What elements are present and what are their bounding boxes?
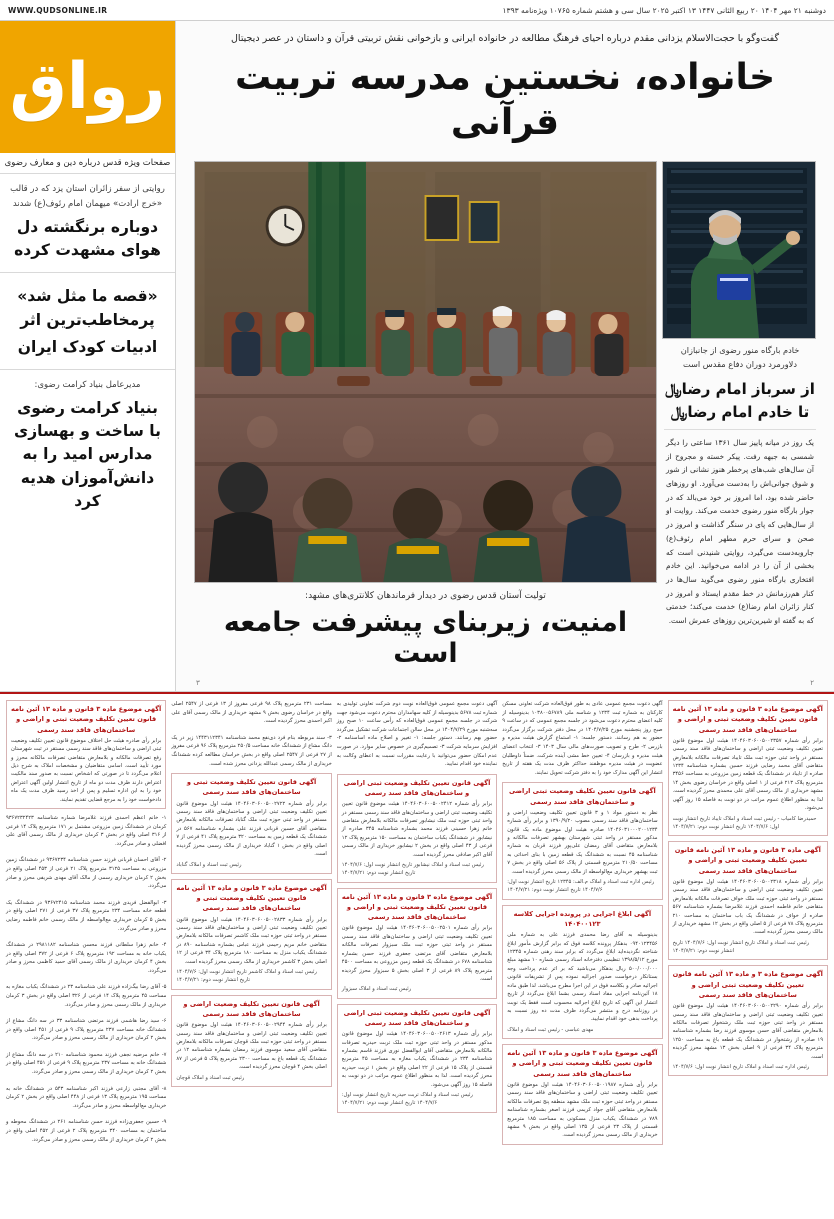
classified-ad-title: آگهی قانون تعیین تکلیف وضعیت ثبتی اراضی و ساختمان‌های فاقد سند رسمی [343,778,491,797]
photo-veteran [662,161,816,339]
classified-paragraph: ۳- سند مربوطه بنام فرد ذی‌نفع محمد شناسنامه ۱۴۴۳۱۱۲۳۴۱ زیر در یک دانگ مشاع از ششدانگ خانه مساحت ۲۵۰/۵ مترمربع پلاک ۹۶ فرعی مفروز از ۲۷ فرعی از ۲۵۴۷ اصلی واقع در بخش خراسان مطالعه کرده ششدانگ خریداری از مالک رسمی عبدالله یزدانی محرز شده است. [171,734,332,767]
classified-ad-signature: رئیس ثبت اسناد و املاک کاشمر تاریخ انتشار نوبت اول: ۱۴۰۴/۷/۶ تاریخ انتشار نوبت دوم: ۱۴۰۴/۷/۲۱ [176,969,317,984]
classified-ad[interactable] [171,995,331,1087]
photo-meeting-caption: تولیت آستان قدس رضوی در دیدار فرماندهان کلانتری‌های مشهد: [305,591,546,602]
page-title: خانواده، نخستین مدرسه تربیت قرآنی [234,57,776,144]
promo-2-subtitle: ادبیات کودک ایران [17,337,158,356]
classified-ad-body: برابر رأی شماره ۱۴۰۴۶۰۳۰۶۰۰۵۰۰۲۴۱۲ هیئت موضوع قانون تعیین تکلیف وضعیت ثبتی اراضی و ساختمان‌های فاقد سند رسمی مستقر در واحد ثبتی حوزه ثبت ملک نیشابور تصرفات مالکانه بلامعارض متقاضی خانم زهرا حسینی فرزند محمد بشماره شناسنامه ۳۴۵ صادره از نیشابور در ششدانگ یکباب ساختمان به مساحت ۱۵۰ مترمربع پلاک ۱۲ فرعی از ۴۳ اصلی واقع در بخش ۲ نیشابور خریداری از مالک رسمی آقای اکبر صادقی محرز گردیده است. [341,801,493,858]
promo-3-kicker: مدیرعامل بنیاد کرامت رضوی: [34,380,141,390]
folio-right: ۳ [196,679,200,688]
media-strip [186,155,824,679]
promo-item-3[interactable] [0,370,175,523]
masthead-logo [0,21,175,153]
dateline: دوشنبه ۲۱ مهر ۱۴۰۴ ۲۰ ربیع الثانی ۱۴۴۷ ۱۳ اکتبر ۲۰۲۵ سال سی و هشتم شماره ۱۰۷۶۵ ویژه‌نامه ۱۳۹۳ [502,5,826,15]
classifieds-column [668,700,828,1215]
classifieds-column [171,700,331,1215]
header-main [176,21,834,691]
classified-ad-signature: رئیس ثبت اسناد و املاک سبزوار [341,986,412,993]
promo-1-kicker: روایتی از سفر زائران استان یزد که در قالب «خرج ارادت» میهمان امام رئوف(ع) شدند [10,184,165,209]
classified-paragraph: ۱- خانم اعظم احمدی فرزند غلامرضا شماره شناسنامه ۹۳۶۷۲۳۲۴۲۳ کرمان در ششدانگ زمین مزروعی مشتمل بر ۱۷۱ مترمربع پلاک ۱۴ فرعی از ۳۱۶ اصلی واقع در بخش ۳ کرمان خریداری از مالک رسمی آقای علی افضلی و صادر می‌گردد. [5,815,167,847]
classified-ad-title: آگهی موضوع ماده ۳ قانون و ماده ۱۳ آئین نامه قانون تعیین تکلیف وضعیت ثبتی و اراضی و ساختمان‌های فاقد سند رسمی [341,892,493,922]
classified-paragraph: ۲- آقای احسان قربانی فرزند حسن شناسنامه ۹۳۶۷۲۳۴ در ششدانگ زمین مزروعی به مساحت ۳۱۲۵ مترمربع پلاک ۲۱ فرعی از ۴۵۳ اصلی واقع در بخش ۲ کرمان خریداری رسمی از مالک آقای مهدی شریفی محرز و صادر می‌گردد. [5,857,167,890]
classified-ad[interactable] [337,774,497,883]
classified-ad[interactable] [668,965,828,1076]
classified-ad-title: آگهی قانون تعیین تکلیف وضعیت ثبتی اراضی و ساختمان‌های فاقد سند رسمی [343,1008,491,1027]
classified-paragraph: ۶- سید رضا هاشمی فرزند مرتضی شناسنامه ۳۳ در سه دانگ مشاع از ششدانگ خانه مساحت ۲۳۷ مترمربع پلاک ۹ فرعی از ۴۵۱ اصلی واقع در بخش ۲ کرمان خریداری از مالک رسمی محرز و صادر می‌گردد. [5,1018,167,1042]
classified-ad-signature: حمیدرضا کامیاب - رئیس ثبت اسناد و املاک تایباد تاریخ انتشار نوبت اول: ۱۴۰۴/۷/۶ تاریخ انتشار نوبت دوم: ۱۴۰۴/۷/۲۱ [672,815,817,830]
classified-ad-title: آگهی قانون تعیین تکلیف وضعیت ثبتی و ساختمان‌های فاقد سند رسمی [186,778,317,797]
classified-ad[interactable] [668,700,828,836]
folio-left: ۲ [810,679,814,688]
classified-ad-title: آگهی ماده ۳ قانون و ماده ۱۳ آئین نامه قانون تعیین تکلیف وضعیت ثبتی و اراضی و ساختمان‌های فاقد سند رسمی [674,846,821,875]
promo-3-title: بنیاد کرامت رضوی با ساخت و بهسازی مدارس امید را به دانش‌آموزان هدیه کرد [14,398,161,510]
promo-item-1[interactable] [0,174,175,273]
classified-ad-signature: رئیس ثبت اسناد و املاک قوچان [176,1074,245,1081]
site-url[interactable]: WWW.QUDSONLINE.IR [8,5,108,15]
classified-ad-body: برابر رأی شماره ۱۴۰۴۶۰۳۰۶۰۰۵۰۰۲۸۳۳ هیئت اول موضوع قانون تعیین تکلیف وضعیت ثبتی اراضی و ساختمان‌های فاقد سند رسمی مستقر در واحد ثبتی حوزه ثبت ملک کاشمر تصرفات مالکانه بلامعارض متقاضی خانم مریم رحیمی فرزند عباس بشماره شناسنامه ۸۹۰ در ششدانگ یکباب منزل به مساحت ۱۸۰ مترمربع پلاک ۳۴ فرعی از ۱۲ اصلی بخش ۳ کاشمر خریداری از مالک رسمی محرز گردیده است. [176,916,327,965]
classified-ad-body: برابر رأی صادره هیئت حل اختلاف موضوع قانون تعیین تکلیف وضعیت ثبتی اراضی و ساختمان‌های فاقد سند رسمی مستقر در ثبت شهرستان رفع تصرفات مالکانه و بلامعارض متقاضی تصرفات مالکانه محرز و مورد تأیید است. اسامی متقاضیان و مشخصات املاک به شرح ذیل اعلام می‌گردد تا در صورتی که اشخاص نسبت به صدور سند مالکیت اعتراض دارند ظرف مدت دو ماه از تاریخ انتشار اولین آگهی اعتراض خود را به این اداره تسلیم و پس از اخذ رسید ظرف مدت یک ماه دادخواست خود را به مرجع قضایی تقدیم نمایند. [10,737,162,803]
classified-ad-signature: رئیس ثبت اسناد و املاک گناباد [176,861,242,868]
header-region [0,21,834,692]
photo-veteran-caption: خادم بارگاه منور رضوی از جانبازان دلاورمرد دوران دفاع مقدس است [680,345,800,370]
classified-ad-body: برابر رأی شماره ۱۴۰۴۶۰۳۰۶۰۰۵۰۰۲۶۱۳ هیئت اول موضوع قانون مذکور مستقر در واحد ثبتی حوزه ثبت ملک تربت حیدریه تصرفات مالکانه بلامعارض متقاضی آقای ابوالفضل نوری فرزند قاسم بشماره شناسنامه ۲۳۴ در ششدانگ یکباب مغازه به مساحت ۴۵ مترمربع قسمتی از پلاک ۱۵ فرعی از ۲۲ اصلی واقع در بخش ۱ تربت حیدریه محرز گردیده است. لذا به منظور اطلاع عموم مراتب در دو نوبت به فاصله ۱۵ روز آگهی می‌شود. [341,1031,493,1088]
classified-ad-body: بدینوسیله به آقای رضا محمدی فرزند علی به شماره ملی ۰۹۴۰۱۲۳۴۵۶ بدهکار پرونده کلاسه فوق که برابر گزارش مأمور ابلاغ شناخته نگردیده‌اید ابلاغ می‌گردد که برابر سند رهنی شماره ۱۲۳۴۵ مورخ ۱۳۹۸/۵/۱۲ تنظیمی دفترخانه اسناد رسمی شماره ۱۰ مشهد مبلغ ۵۰۰/۰۰۰/۰۰۰ ریال بدهکار می‌باشید که بر اثر عدم پرداخت وجه بستانکار درخواست صدور اجرائیه نموده پس از تشریفات قانونی اجرائیه صادر و بکلاسه فوق در این اجرا مطرح می‌باشد. لذا طبق ماده ۱۸ آئین‌نامه اجرایی مفاد اسناد رسمی بشما ابلاغ می‌گردد از تاریخ انتشار این آگهی که تاریخ ابلاغ اجرائیه محسوب است فقط یک نوبت در روزنامه درج و منتشر می‌گردد ظرف مدت ده روز نسبت به پرداخت بدهی خود اقدام نمایید. [507,932,658,1023]
classified-ad-signature: رئیس اداره ثبت اسناد و املاک م.الف: ۱۲۳۴۵ تاریخ انتشار نوبت اول: ۱۴۰۴/۷/۶ تاریخ انتشار نوبت دوم: ۱۴۰۴/۷/۲۱ [507,879,655,894]
classified-paragraph: ۴- خانم زهرا سلطانی فرزند محسن شناسنامه ۲۹۸۱۱۸۲ در ششدانگ یکباب خانه به مساحت ۱۹۲ مترمربع پلاک ۶ فرعی از ۳۷۲ اصلی واقع در بخش ۴ کرمان خریداری از مالک رسمی آقای حمید کاظمی محرز و صادر می‌گردد. [5,942,167,974]
promo-1-title: دوباره برنگشته دل هوای مشهدت کرده [14,217,161,259]
classified-ad-title: آگهی قانون تعیین تکلیف وضعیت اراضی و ساختمان‌های فاقد سند رسمی [183,999,320,1018]
classified-ad[interactable] [171,773,331,874]
classifieds-column [502,700,662,1215]
classified-ad-title: آگهی ابلاغ اجرایی در پرونده اجرایی کلاسه ۱۴۰۴۰۰۱۲۳ [513,909,652,928]
classified-paragraph: ۸- آقای مجتبی زارعی فرزند اکبر شناسنامه ۵۴۳ در ششدانگ خانه به مساحت ۱۹۵ مترمربع پلاک ۱۳ فرعی از ۴۴۸ اصلی واقع در بخش ۲ کرمان خریداری مع‌الواسطه محرز و صادر می‌گردد. [5,1085,167,1109]
classifieds-section [0,692,834,1219]
classified-paragraph: مساحت ۲۳۱ مترمربع پلاک ۹۸ فرعی مفروز از ۱۳ فرعی از ۲۵۴۷ اصلی واقع در خراسان رضوی بخش ۹ مشهد خریداری از مالک رسمی آقای علی اکبر احمدی محرز گردیده است. [171,701,332,725]
classifieds-column [337,700,497,1215]
classified-ad-signature: رئیس اداره ثبت اسناد و املاک تاریخ انتشار نوبت اول: ۱۴۰۴/۷/۶ [672,1064,810,1071]
classified-ad[interactable] [502,905,662,1039]
classified-paragraph: ۷- خانم مرضیه نجفی فرزند محمود شناسنامه ۲۱۰ در سه دانگ مشاع از ششدانگ خانه به مساحت ۲۳۷ مترمربع پلاک ۹ فرعی از ۴۵۱ اصلی واقع در بخش ۲ کرمان خریداری از مالک رسمی محرز و صادر می‌گردد. [5,1051,167,1076]
left-subhead: از سرباز امام رضا﷼ تا خادم امام رضا﷼ [664,376,816,430]
logo-column [0,21,176,691]
folio-marks [186,679,824,691]
classified-ad-body: برابر رأی شماره ۱۴۰۴۶۰۳۰۶۰۰۵۰۰۲۵۰۱ هیئت اول موضوع قانون تعیین تکلیف وضعیت ثبتی اراضی و ساختمان‌های فاقد سند رسمی مستقر در واحد ثبتی حوزه ثبت ملک سبزوار تصرفات مالکانه بلامعارض متقاضی آقای مرتضی جعفری فرزند حسن بشماره شناسنامه ۶۷۸ در ششدانگ یک قطعه زمین مزروعی به مساحت ۴۵۰۰ مترمربع پلاک ۸۹ فرعی از ۳ اصلی بخش ۵ سبزوار محرز گردیده است. [341,925,493,982]
classified-paragraph: ۹- حسین جعفری‌زاده فرزند حسن شناسنامه ۲۶۱ در ششدانگ محوطه و ساختمان به مساحت ۳۴۰ مترمربع پلاک ۲ فرعی از ۴۵۲ اصلی واقع در بخش ۲ کرمان خریداری از مالک رسمی محرز و صادر می‌گردد. [5,1119,167,1143]
classified-ad-title: آگهی موضوع ماده ۳ قانون و ماده ۱۳ آئین نامه قانون تعیین تکلیف وضعیت ثبتی و اراضی و ساختمان‌های فاقد سند رسمی [507,1049,658,1078]
classified-ad[interactable] [337,888,497,999]
classified-ad-body: برابر رأی شماره ۱۴۰۴۶۰۳۰۶۰۰۵۰۰۲۹۴۴ هیئت اول موضوع قانون تعیین تکلیف وضعیت ثبتی اراضی و ساختمان‌های فاقد سند رسمی مستقر در واحد ثبتی حوزه ثبت ملک قوچان تصرفات مالکانه بلامعارض متقاضی آقای سعید موسوی فرزند رمضان بشماره شناسنامه ۱۲ در ششدانگ یک قطعه باغ به مساحت ۲۳۰۰ مترمربع پلاک ۵ فرعی از ۸۷ اصلی بخش ۴ قوچان محرز گردیده است. [176,1022,327,1071]
right-column [194,161,657,679]
article-kicker: گفت‌وگو با حجت‌الاسلام یزدانی مقدم درباره احیای فرهنگ مطالعه در خانواده ایرانی و بازخوانی نقش تربیتی قرآن و داستان در عصر دیجیتال [231,33,779,44]
logo-wordmark: رواق [9,50,166,124]
classified-ad-title: آگهی موضوع ماده ۳ قانون و ماده ۱۳ آئین نامه قانون تعیین تکلیف وضعیت ثبتی و اراضی و ساختمان‌های فاقد سند رسمی [672,705,823,734]
photo-meeting [194,161,657,583]
classified-ad-signature: مهدی عباسی - رئیس ثبت اسناد و املاک [507,1026,594,1033]
classified-ad-title: آگهی موضوع ماده ۳ قانون و ماده ۱۳ آئین نامه قانون تعیین تکلیف وضعیت ثبتی و اراضی و ساختمان‌های فاقد سند رسمی [11,705,162,734]
classified-ad[interactable] [337,1004,497,1113]
classified-ad-body: برابر رأی شماره ۱۴۰۴۶۰۳۰۶۰۰۵۰۰۲۷۲۲ هیئت اول موضوع قانون تعیین تکلیف وضعیت ثبتی اراضی و ساختمان‌های فاقد سند رسمی مستقر در واحد ثبتی حوزه ثبت ملک گناباد تصرفات مالکانه بلامعارض متقاضی آقای حسین قربانی فرزند علی بشماره شناسنامه ۵۶۷ در ششدانگ یک قطعه زمین به مساحت ۳۲۰ مترمربع پلاک ۴۱ فرعی از ۷ اصلی واقع در بخش ۱ گناباد خریداری از مالک رسمی محرز گردیده است. [176,800,327,858]
left-column [664,161,816,679]
classified-ad-body: برابر رأی شماره ۱۴۰۴۶۰۳۰۶۰۰۵۰۰۱۹۸۷ هیئت اول موضوع قانون تعیین تکلیف وضعیت ثبتی اراضی و ساختمان‌های فاقد سند رسمی مستقر در واحد ثبتی حوزه ثبت ملک مشهد منطقه پنج تصرفات مالکانه بلامعارض متقاضی آقای جواد کریمی فرزند اصغر بشماره شناسنامه ۷۸۹ در ششدانگ یکباب منزل مسکونی به مساحت ۱۸۵ مترمربع قسمتی از پلاک ۲۳ فرعی از ۱۳۵ اصلی واقع در بخش ۹ مشهد خریداری از مالک رسمی محرز گردیده است. [507,1081,658,1139]
top-bar [0,0,834,21]
promo-2-title: «قصه ما مثل شد» پرمخاطب‌ترین اثر [17,287,158,329]
classified-ad[interactable] [502,782,662,899]
classified-ad[interactable] [668,841,828,960]
classified-ad-body: برابر رأی شماره ۱۴۰۴۶۰۳۰۶۰۰۵۰۰۲۲۹۰ هیئت اول موضوع قانون تعیین تکلیف وضعیت ثبتی اراضی و ساختمان‌های فاقد سند رسمی مستقر در واحد ثبتی حوزه ثبت ملک رشتخوار تصرفات مالکانه بلامعارض متقاضی آقای حسن موسوی فرزند رضا بشماره شناسنامه ۱۹ صادره از رشتخوار در ششدانگ یک قطعه باغ به مساحت ۱۲۵۰ مترمربع پلاک ۳۴ فرعی از ۹ اصلی بخش ۱۳ مشهد محرز گردیده است. [672,1003,824,1060]
classified-paragraph: ۵- آقای رضا بیگ‌زاده فرزند علی شناسنامه ۲۳ در ششدانگ یکباب مغازه به مساحت ۴۵ مترمربع پلاک ۱۴ فرعی از ۳۲۶ اصلی واقع در بخش ۳ کرمان خریداری از مالک رسمی محرز و صادر می‌گردد. [5,984,167,1008]
classified-paragraph: آگهی دعوت مجمع عمومی فوق‌العاده نوبت دوم شرکت تعاونی تولیدی به شماره ثبت ۵۶۷۸ بدینوسیله از کلیه سهامداران محترم دعوت می‌شود جهت شرکت در جلسه مجمع عمومی فوق‌العاده که رأس ساعت ۱۰ صبح روز سه‌شنبه مورخ ۱۴۰۴/۷/۲۹ در محل سالن اجتماعات شرکت تشکیل می‌گردد حضور بهم رسانند. دستور جلسه: ۱- تغییر و اصلاح ماده اساسنامه ۲- افزایش سرمایه شرکت ۳- تصمیم‌گیری در خصوص سایر موارد. در صورت عدم امکان حضور می‌توانید با رعایت مقررات نسبت به اعطای وکالت به نماینده خود اقدام نمایید. [336,701,498,768]
classified-ad-body: برابر رأی شماره ۱۴۰۴۶۰۳۰۶۰۰۵۰۰۲۳۵۷ هیئت اول موضوع قانون تعیین تکلیف وضعیت ثبتی اراضی و ساختمان‌های فاقد سند رسمی مستقر در واحد ثبتی حوزه ثبت ملک تایباد تصرفات مالکانه بلامعارض متقاضی آقای محمد رضایی فرزند حسین بشماره شناسنامه ۱۲۳۴ صادره از تایباد در ششدانگ یک قطعه زمین مزروعی به مساحت ۳۴۵۶ مترمربع پلاک ۲۱۳ فرعی از ۱ اصلی واقع در خراسان رضوی بخش ۱۴ مشهد خریداری از مالک رسمی آقای علی محمدی محرز گردیده است. لذا به منظور اطلاع عموم مراتب در دو نوبت به فاصله ۱۵ روز آگهی می‌شود. [672,737,824,812]
classified-ad-body: نظر به دستور مواد ۱ و ۳ قانون تعیین تکلیف وضعیت اراضی و ساختمان‌های فاقد سند رسمی مصوب ۱۳۹۰/۹/۲۰ و برابر رأی شماره ۱۴۰۴۶۰۳۱۰۰۰۲۰۰۱۲۳۴ صادره هیئت اول موضوع ماده یک قانون مذکور مستقر در واحد ثبتی شهرستان بهشهر تصرفات مالکانه و بلامعارض متقاضی آقای رمضان علی‌پور فرزند قربان به شماره شناسنامه ۴۵ نسبت به ششدانگ یک قطعه زمین با بنای احداثی به مساحت ۲۱۰/۵۰ مترمربع قسمتی از پلاک ۵۶ اصلی واقع در بخش ۷ ثبت بهشهر خریداری مع‌الواسطه از مالک رسمی محرز گردیده است. [507,809,658,875]
classified-ad-body: برابر رأی شماره ۱۴۰۴۶۰۳۰۶۰۰۵۰۰۲۳۱۸ هیئت اول موضوع قانون تعیین تکلیف وضعیت ثبتی اراضی و ساختمان‌های فاقد سند رسمی مستقر در واحد ثبتی حوزه ثبت ملک خواف تصرفات مالکانه بلامعارض متقاضی خانم فاطمه احمدی فرزند غلامرضا بشماره شناسنامه ۵۶۷ صادره از خواف در ششدانگ یک باب ساختمان به مساحت ۲۱۰ مترمربع پلاک ۷۸ فرعی از ۵ اصلی واقع در بخش ۱۲ مشهد خریداری از مالک رسمی محرز گردیده است. [672,878,824,936]
classified-ad-title: آگهی قانون تعیین تکلیف وضعیت ثبتی اراضی و ساختمان‌های فاقد سند رسمی [509,787,656,806]
secondary-headline: امنیت، زیربنای پیشرفت جامعه است [223,607,628,670]
classified-ad-signature: رئیس ثبت اسناد و املاک تاریخ انتشار نوبت اول: ۱۴۰۴/۷/۶ تاریخ انتشار نوبت دوم: ۱۴۰۴/۷/۲۱ [672,939,810,955]
classified-ad[interactable] [502,1044,662,1145]
logo-subtitle: صفحات ویژه قدس درباره دین و معارف رضوی [0,153,175,174]
classifieds-column [6,700,166,1215]
promo-item-2[interactable] [0,273,175,370]
classified-ad[interactable] [6,700,166,809]
classified-paragraph: ۳- ابوالفضل فریدی فرزند محمد شناسنامه ۹۳۶۷۲۴۱۵ در ششدانگ یک قطعه خانه مساحت ۲۳۴ مترمربع پلاک ۳۷ فرعی از ۲۷۱ اصلی واقع در بخش ۵ کرمان خریداری مع‌الواسطه از مالک رسمی خانم فاطمه رضایی محرز و صادر می‌گردد. [5,899,167,932]
classified-ad-title: آگهی موضوع ماده ۳ و ماده ۱۳ آئین نامه قانون تعیین تکلیف وضعیت ثبتی اراضی و ساختمان‌های فاقد سند رسمی [672,970,823,999]
classified-ad-signature: رئیس ثبت اسناد و املاک تربت حیدریه تاریخ انتشار نوبت اول: ۱۴۰۴/۷/۶ تاریخ انتشار نوبت دوم: ۱۴۰۴/۷/۲۱ [341,1092,473,1107]
left-body-text: یک روز در میانه پاییز سال ۱۳۶۱ ساعتی را دیگر شمسی به جبهه رفت. پیکر خسته و مجروح از آن سال‌های شب‌های پرخطر هنوز نشانی از شور و شوق جوانی‌اش را به‌دست می‌آورد. او روزهای حاضر شده بود، اما امروز بر خود می‌بالد که در جوار بارگاه منور رضوی خدمت می‌کند. روایت او از سال‌هایی که پای در سنگر گذاشت و امروز در صحن و سرای حرم مطهر امام رئوف(ع) جاروبه‌دست می‌گیرد، روایتی شنیدنی است که بخشی از آن را در ادامه می‌خوانید. این خادم افتخاری بارگاه منور رضوی می‌گوید سال‌ها در کنار هم‌رزمانش در خط مقدم ایستاد و امروز در کنار زائران امام رضا(ع) خدمت می‌کند؛ خدمتی که به گفته او شیرین‌ترین روزهای عمرش است. [666,438,814,625]
classified-ad[interactable] [171,879,331,990]
classified-ad-signature: رئیس ثبت اسناد و املاک نیشابور تاریخ انتشار نوبت اول: ۱۴۰۴/۷/۶ تاریخ انتشار نوبت دوم: ۱۴۰۴/۷/۲۱ [341,862,484,877]
classified-paragraph: آگهی دعوت مجمع عمومی عادی به طور فوق‌العاده شرکت تعاونی مسکن کارکنان به شماره ثبت ۱۲۳۴ و شناسه ملی ۱۰۳۸۰۰۵۶۷۸۹ بدینوسیله از کلیه اعضای محترم دعوت می‌شود در جلسه مجمع عمومی که در ساعت ۹ صبح روز پنجشنبه مورخ ۱۴۰۴/۷/۲۵ در محل دفتر شرکت برگزار می‌گردد حضور به هم رسانند. دستور جلسه: ۱- استماع گزارش هیئت مدیره و بازرس ۲- طرح و تصویب صورت‌های مالی سال ۱۴۰۳ ۳- انتخاب اعضای هیئت مدیره و بازرسان ۴- تعیین خط مشی آینده شرکت. ضمناً داوطلبان عضویت در هیئت مدیره موظفند حداکثر ظرف مدت یک هفته از تاریخ انتشار این آگهی مدارک خود را به دفتر شرکت تحویل نمایند. [502,701,663,776]
classified-ad-title: آگهی موضوع ماده ۳ قانون و ماده ۱۳ آئین نامه قانون تعیین تکلیف وضعیت ثبتی و ساختمان‌های فاقد سند رسمی [176,883,327,913]
